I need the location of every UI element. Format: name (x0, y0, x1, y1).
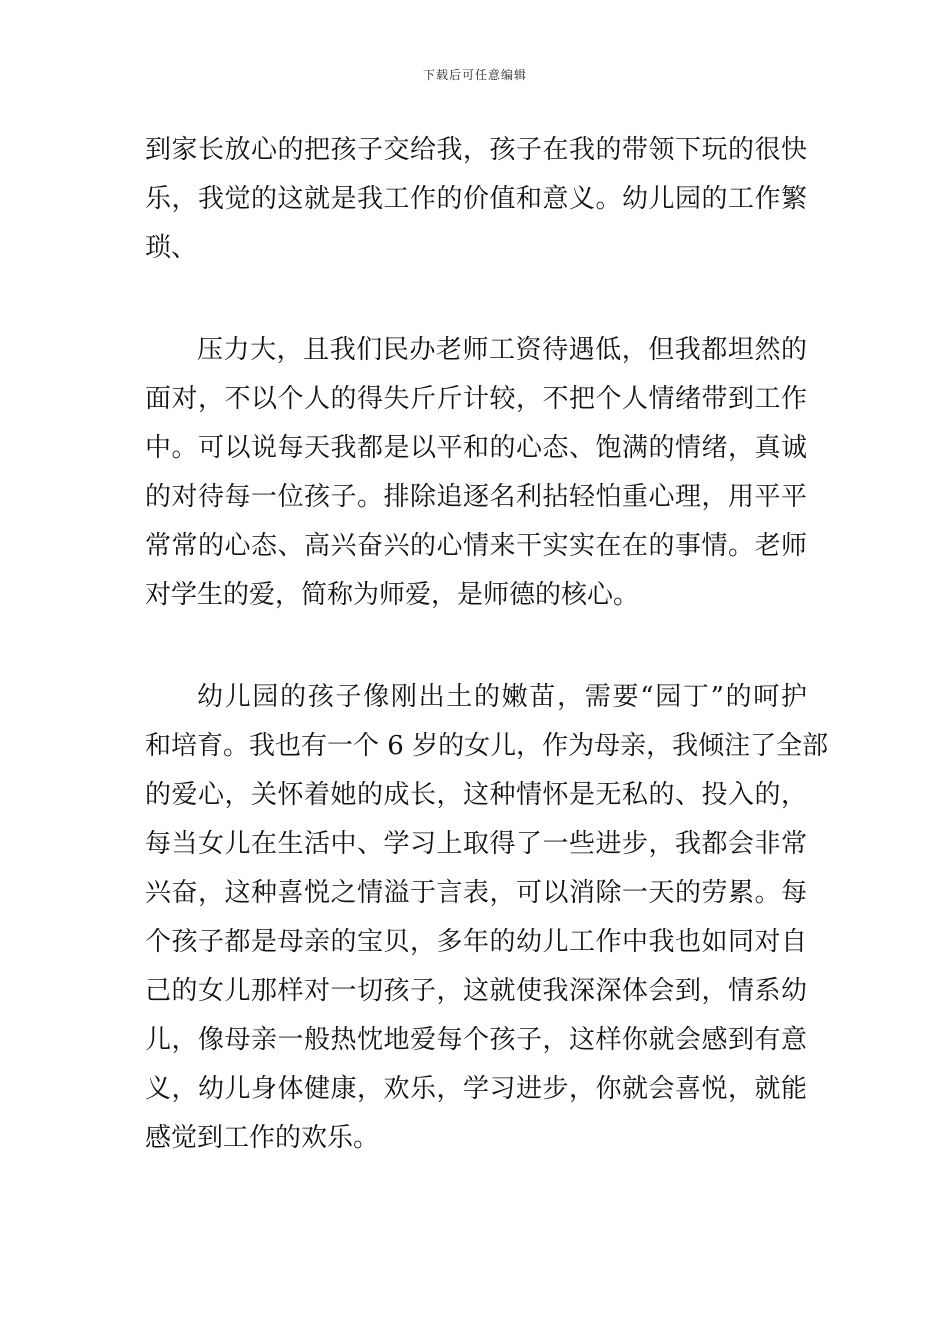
page-header-note: 下载后可任意编辑 (422, 68, 527, 82)
text-line: 己的女儿那样对一切孩子，这就使我深深体会到，情系幼 (145, 976, 807, 1006)
text-line: 的对待每一位孩子。排除追逐名利拈轻怕重心理，用平平 (145, 482, 807, 512)
text-line: 压力大，且我们民办老师工资待遇低，但我都坦然的 (197, 335, 807, 365)
text-line: 感觉到工作的欢乐。 (145, 1123, 380, 1153)
text-line: 个孩子都是母亲的宝贝，多年的幼儿工作中我也如同对自 (145, 927, 807, 957)
text-line: 面对，不以个人的得失斤斤计较，不把个人情绪带到工作 (145, 384, 807, 414)
text-line: 幼儿园的孩子像刚出土的嫩苗，需要“园丁”的呵护 (197, 682, 807, 712)
text-line: 儿，像母亲一般热忱地爱每个孩子，这样你就会感到有意 (145, 1025, 807, 1055)
text-line: 到家长放心的把孩子交给我，孩子在我的带领下玩的很快 (145, 135, 807, 165)
text-line: 兴奋，这种喜悦之情溢于言表，可以消除一天的劳累。每 (145, 878, 807, 908)
text-line: 每当女儿在生活中、学习上取得了一些进步，我都会非常 (145, 829, 807, 859)
text-line: 和培育。我也有一个 6 岁的女儿，作为母亲，我倾注了全部 (145, 731, 829, 761)
text-line: 乐，我觉的这就是我工作的价值和意义。幼儿园的工作繁 (145, 184, 807, 214)
text-line: 琐、 (145, 233, 198, 263)
paragraph-1 (145, 126, 807, 273)
text-line: 的爱心，关怀着她的成长，这种情怀是无私的、投入的， (145, 780, 807, 810)
paragraph-3 (145, 673, 829, 1163)
text-line: 常常的心态、高兴奋兴的心情来干实实在在的事情。老师 (145, 531, 807, 561)
paragraph-2 (145, 326, 807, 620)
text-line: 义，幼儿身体健康，欢乐，学习进步，你就会喜悦，就能 (145, 1074, 807, 1104)
text-line: 对学生的爱，简称为师爱，是师德的核心。 (145, 580, 640, 610)
text-line: 中。可以说每天我都是以平和的心态、饱满的情绪，真诚 (145, 433, 807, 463)
